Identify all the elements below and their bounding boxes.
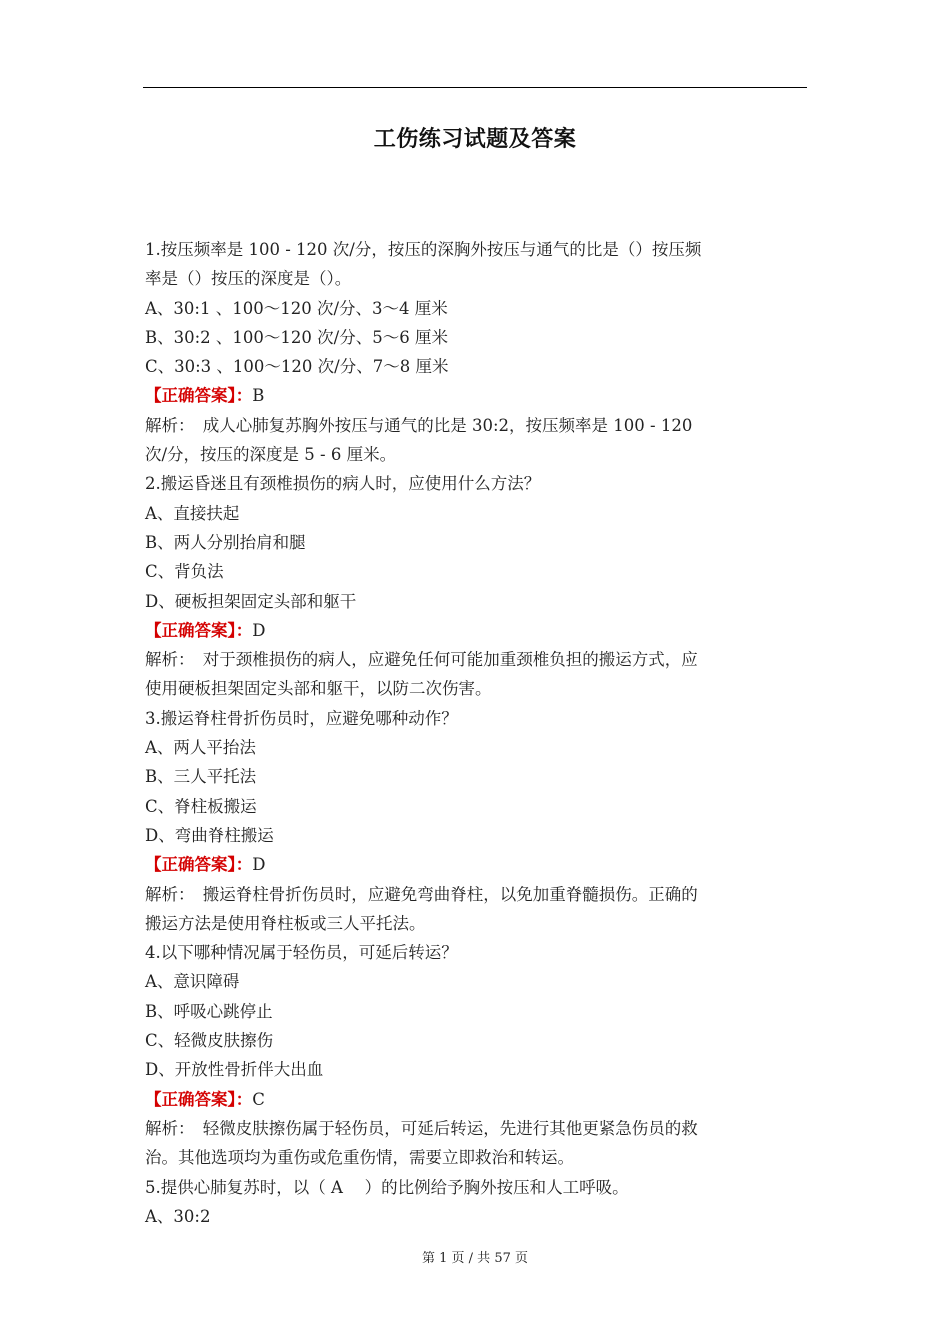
text-line: 搬运方法是使用脊柱板或三人平托法。 (145, 913, 426, 933)
text-line: D、开放性骨折伴大出血 (145, 1060, 324, 1080)
correct-answer-label: 【正确答案】： (145, 1089, 253, 1109)
text-line: 4.以下哪种情况属于轻伤员，可延后转运？ (145, 943, 458, 963)
correct-answer-label: 【正确答案】： (145, 620, 253, 640)
correct-answer-label: 【正确答案】： (145, 855, 253, 875)
text-line: A、30:2 (145, 1206, 211, 1226)
text-line: B、30:2 、100～120 次/分、5～6 厘米 (145, 327, 448, 347)
text-line: B、三人平托法 (145, 767, 257, 787)
text-line: C、30:3 、100～120 次/分、7～8 厘米 (145, 357, 449, 377)
header-rule (143, 87, 807, 88)
text-line: D、硬板担架固定头部和躯干 (145, 591, 357, 611)
text-line: 次/分，按压的深度是 5 - 6 厘米。 (145, 445, 397, 465)
correct-answer-value: D (252, 855, 266, 875)
text-line: 5.提供心肺复苏时，以（ A ）的比例给予胸外按压和人工呼吸。 (145, 1177, 629, 1197)
text-line: 解析： 对于颈椎损伤的病人，应避免任何可能加重颈椎负担的搬运方式，应 (145, 650, 698, 670)
text-line: 解析： 搬运脊柱骨折伤员时，应避免弯曲脊柱，以免加重脊髓损伤。正确的 (145, 884, 698, 904)
correct-answer-line (145, 1085, 805, 1114)
text-line: 使用硬板担架固定头部和躯干，以防二次伤害。 (145, 679, 492, 699)
text-line: A、两人平抬法 (145, 738, 256, 758)
page-footer: 第 1 页 / 共 57 页 (422, 1251, 528, 1266)
text-line: C、脊柱板搬运 (145, 796, 257, 816)
text-line: 1.按压频率是 100 - 120 次/分，按压的深胸外按压与通气的比是（）按压频 (145, 240, 702, 259)
text-line: C、背负法 (145, 562, 224, 582)
text-line: A、直接扶起 (145, 503, 240, 523)
text-line: 治。其他选项均为重伤或危重伤情，需要立即救治和转运。 (145, 1148, 574, 1168)
text-line: A、意识障碍 (145, 972, 240, 992)
text-line: 解析： 轻微皮肤擦伤属于轻伤员，可延后转运，先进行其他更紧急伤员的救 (145, 1118, 698, 1138)
text-line: 3.搬运脊柱骨折伤员时，应避免哪种动作？ (145, 708, 458, 728)
correct-answer-value: C (252, 1089, 265, 1109)
text-line: 率是（）按压的深度是（）。 (145, 269, 352, 289)
correct-answer-line (145, 850, 805, 879)
document-title: 工伤练习试题及答案 (373, 126, 577, 152)
correct-answer-label: 【正确答案】： (145, 386, 253, 406)
text-line: 2.搬运昏迷且有颈椎损伤的病人时，应使用什么方法？ (145, 474, 541, 494)
correct-answer-value: D (252, 620, 266, 640)
correct-answer-line (145, 381, 805, 410)
text-line: 解析： 成人心肺复苏胸外按压与通气的比是 30:2，按压频率是 100 - 120 (145, 415, 693, 435)
text-line: B、两人分别抬肩和腿 (145, 532, 306, 552)
text-line: D、弯曲脊柱搬运 (145, 825, 274, 845)
text-line: B、呼吸心跳停止 (145, 1001, 273, 1021)
correct-answer-line (145, 616, 805, 645)
document-body (145, 235, 805, 1231)
correct-answer-value: B (252, 386, 265, 406)
text-line: C、轻微皮肤擦伤 (145, 1031, 274, 1051)
text-line: A、30:1 、100～120 次/分、3～4 厘米 (145, 298, 448, 318)
